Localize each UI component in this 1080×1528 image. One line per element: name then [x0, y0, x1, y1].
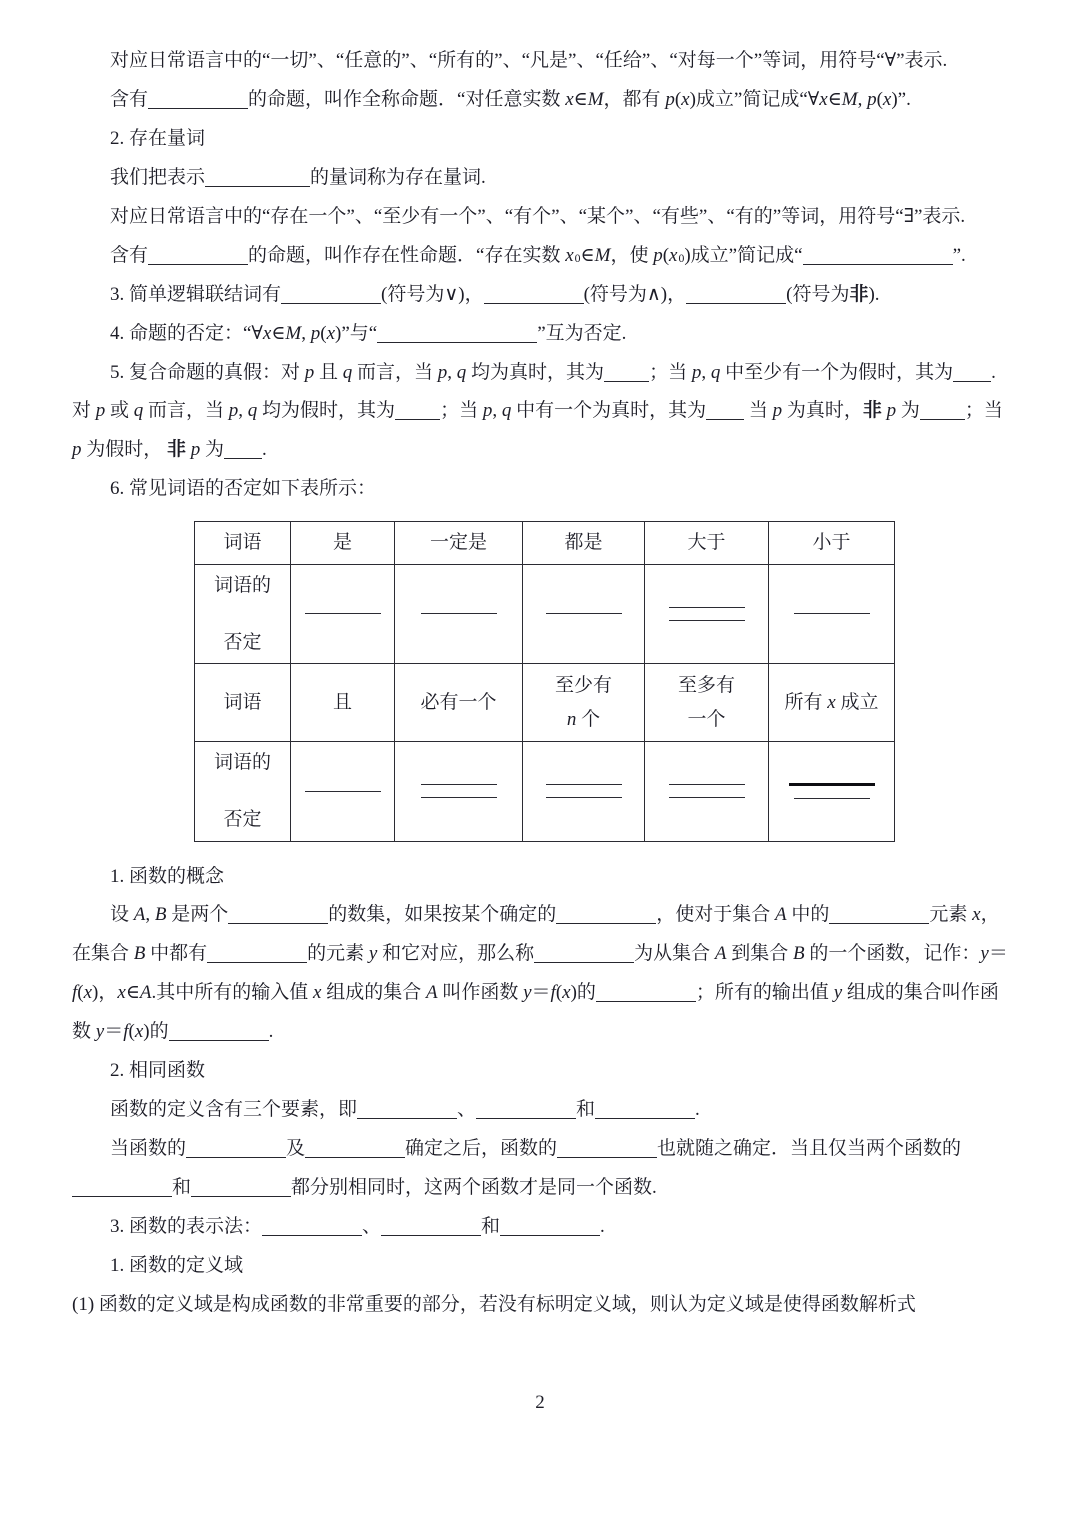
text-run: p: [665, 88, 675, 110]
text-run: ,: [145, 904, 155, 926]
text-run: p: [95, 400, 106, 422]
text-run: (: [128, 1021, 135, 1043]
text-run: 一个: [687, 708, 726, 730]
table-cell: [645, 564, 769, 664]
text-run: 3. 函数的表示法：: [110, 1215, 263, 1237]
text-run: 为: [200, 439, 225, 461]
text-run: y: [95, 1021, 105, 1043]
table-cell-line: [651, 669, 762, 702]
text-run: 的命题，叫作全称命题．“对任意实数: [248, 88, 566, 110]
text-run: .: [695, 1099, 700, 1121]
table-blank-line: [794, 613, 870, 614]
text-run: .: [600, 1215, 605, 1237]
table-blank-line: [789, 783, 875, 786]
text-run: 是两个: [166, 904, 229, 926]
paragraph: [72, 470, 1010, 509]
text-run: y: [368, 943, 378, 965]
fill-in-blank: [262, 1231, 362, 1236]
text-run: 和: [172, 1177, 192, 1198]
text-run: 否定: [223, 809, 262, 831]
paragraph: [72, 159, 1010, 198]
text-run: 中有一个为真时，其为: [511, 400, 707, 422]
text-run: M: [587, 88, 604, 110]
text-run: A: [133, 904, 146, 926]
text-run: ∈: [125, 982, 140, 1004]
text-run: (1) 函数的定义域是构成函数的非常重要的部分，若没有标明定义域，则认为定义域是使得函数解析式: [72, 1293, 916, 1315]
text-run: A: [775, 904, 787, 926]
table-cell: [291, 522, 395, 564]
text-run: 且: [314, 361, 343, 383]
text-run: B: [793, 943, 805, 965]
text-run: 和它对应，那么称: [377, 943, 535, 965]
text-run: ，都有: [603, 88, 666, 110]
text-run: ,: [447, 361, 457, 383]
paragraph: [72, 896, 1010, 1052]
paragraph: [72, 1130, 1010, 1208]
text-run: 确定之后，函数的: [405, 1138, 558, 1160]
text-run: B: [154, 904, 167, 926]
text-run: ；所有的输出值: [695, 982, 834, 1004]
table-cell-line: [401, 526, 516, 559]
text-run: p: [691, 361, 702, 383]
text-run: 组成的集合: [321, 982, 426, 1004]
text-run: (: [674, 88, 682, 110]
paragraph: [72, 81, 1010, 120]
text-run: 均为假时，其为: [257, 400, 396, 422]
table-cell-line: [201, 526, 284, 559]
text-run: 6. 常见词语的否定如下表所示：: [110, 478, 377, 500]
text-run: x: [972, 904, 981, 926]
text-run: q: [133, 400, 144, 422]
table-cell-line: [401, 686, 516, 719]
paragraph: [72, 354, 1010, 471]
fill-in-blank: [557, 1153, 657, 1158]
fill-in-blank: [205, 182, 310, 187]
table-blank-line: [546, 784, 622, 785]
text-run: x: [313, 982, 322, 1004]
table-cell: [395, 564, 523, 664]
text-run: x: [262, 322, 272, 344]
table-blank-line: [669, 607, 745, 608]
text-run: x: [827, 691, 836, 713]
text-run: A: [139, 982, 152, 1004]
text-run: ).: [868, 283, 880, 305]
text-run: )的: [143, 1021, 169, 1043]
text-run: 我们把表示: [110, 166, 206, 188]
text-run: 3. 简单逻辑联结词有: [110, 283, 282, 305]
text-run: ∈: [573, 88, 588, 110]
table-row: [195, 664, 895, 742]
table-cell-line: [775, 686, 888, 719]
text-run: ，使: [610, 244, 654, 266]
text-run: ；当: [964, 400, 1003, 422]
text-run: 都是: [564, 532, 603, 554]
table-cell: [395, 742, 523, 842]
text-run: p: [310, 322, 321, 344]
text-run: 对应日常语言中的“存在一个”、“至少有一个”、“有个”、“某个”、“有些”、“有的”等词，用符号“∃”表示.: [110, 205, 966, 227]
table-blank-line: [421, 784, 497, 785]
text-run: 为真时，: [782, 400, 863, 422]
text-run: 4. 命题的否定：“∀: [110, 322, 263, 344]
text-run: ＝: [104, 1021, 124, 1043]
text-run: q: [456, 361, 467, 383]
table-cell-line: [529, 703, 638, 736]
text-run: y: [980, 943, 989, 965]
text-run: 至少有: [554, 675, 612, 697]
fill-in-blank: [829, 919, 929, 924]
page-number: 2: [535, 1392, 545, 1413]
table-blank-line: [546, 797, 622, 798]
text-run: (: [320, 322, 327, 344]
text-run: (符号为∧)，: [583, 283, 687, 305]
text-run: 且: [332, 691, 352, 713]
text-run: ,: [238, 400, 248, 422]
fill-in-blank: [169, 1036, 269, 1041]
text-run: 5. 复合命题的真假：对: [110, 361, 305, 383]
text-run: 中的: [786, 904, 830, 926]
text-run: ∈: [580, 244, 595, 266]
table-cell-line: [775, 526, 888, 559]
text-run: 词语的: [213, 752, 271, 773]
text-run: 及: [286, 1138, 306, 1160]
fill-in-blank: [224, 454, 262, 459]
table-blank-line: [794, 798, 870, 799]
fill-in-blank: [484, 299, 584, 304]
table-cell: [195, 564, 291, 664]
text-run: 当函数的: [110, 1138, 187, 1160]
text-run: A: [714, 943, 727, 965]
text-run: p: [228, 400, 239, 422]
text-run: x: [669, 244, 678, 266]
paragraph: [72, 198, 1010, 237]
table-cell-line: [529, 669, 638, 702]
text-run: 词语的: [213, 574, 271, 596]
text-run: 设: [110, 904, 134, 926]
table-cell: [523, 564, 645, 664]
text-run: 个: [576, 708, 601, 730]
text-run: p: [867, 88, 877, 110]
table-row: [195, 564, 895, 664]
table-cell: [645, 664, 769, 742]
fill-in-blank: [686, 299, 786, 304]
text-run: 都分别相同时，这两个函数才是同一个函数.: [291, 1177, 657, 1198]
table-cell: [195, 664, 291, 742]
text-run: p: [304, 361, 315, 383]
fill-in-blank: [377, 338, 537, 343]
table-cell-line: [201, 746, 284, 779]
paragraph: [72, 1208, 1010, 1247]
text-run: 所有: [784, 691, 828, 713]
text-run: 0: [574, 252, 581, 266]
text-run: 组成的集合叫作函数: [72, 982, 999, 1043]
text-run: x: [565, 244, 574, 266]
text-run: p: [190, 439, 201, 461]
paragraph: [72, 1052, 1010, 1091]
table-blank-line: [421, 613, 497, 614]
fill-in-blank: [72, 1192, 172, 1197]
text-run: .其中所有的输入值: [151, 982, 314, 1004]
text-run: 1. 函数的定义域: [110, 1254, 244, 1276]
text-run: ＝: [531, 982, 551, 1004]
text-run: y: [523, 982, 532, 1004]
text-run: x: [565, 88, 574, 110]
text-run: 对应日常语言中的“一切”、“任意的”、“所有的”、“凡是”、“任给”、“对每一个”等词，用符号“∀”表示.: [110, 50, 948, 71]
text-run: 2. 相同函数: [110, 1060, 206, 1082]
paragraph: [72, 858, 1010, 897]
text-run: (: [77, 982, 84, 1004]
text-run: 非: [862, 400, 882, 422]
text-run: y: [833, 982, 843, 1004]
fill-in-blank: [476, 1114, 576, 1119]
text-run: 而言，当: [143, 400, 229, 422]
fill-in-blank: [191, 1192, 291, 1197]
fill-in-blank: [148, 104, 248, 109]
table-cell-line: [651, 526, 762, 559]
text-run: 词语: [223, 691, 262, 713]
text-run: 成立: [835, 691, 879, 713]
paragraph: [72, 120, 1010, 159]
text-run: ”互为否定.: [537, 322, 627, 344]
table-blank-line: [546, 613, 622, 614]
text-run: .: [262, 439, 267, 461]
text-run: (: [662, 244, 670, 266]
text-run: p: [72, 439, 82, 461]
table-cell-line: [201, 569, 284, 602]
text-run: 中都有: [145, 943, 208, 965]
text-run: (符号为∨)，: [381, 283, 484, 305]
text-run: 小于: [812, 532, 851, 554]
table-cell: [195, 522, 291, 564]
table-cell: [395, 522, 523, 564]
text-run: f: [72, 982, 78, 1004]
text-run: x: [83, 982, 93, 1004]
text-run: 词语: [223, 532, 262, 554]
text-run: 到集合: [726, 943, 793, 965]
text-run: p: [437, 361, 448, 383]
text-run: q: [247, 400, 258, 422]
fill-in-blank: [534, 958, 634, 963]
text-run: 大于: [687, 532, 726, 554]
table-blank-line: [669, 620, 745, 621]
table-blank-line: [305, 613, 381, 614]
text-run: 为从集合: [634, 943, 715, 965]
text-run: 均为真时，其为: [466, 361, 605, 383]
text-run: ,: [301, 322, 311, 344]
text-run: x: [117, 982, 126, 1004]
text-run: 的命题，叫作存在性命题．“存在实数: [248, 244, 566, 266]
fill-in-blank: [228, 919, 328, 924]
table-cell-line: [297, 686, 388, 719]
paragraph: [72, 1091, 1010, 1130]
text-run: A: [425, 982, 438, 1004]
text-run: x: [882, 88, 892, 110]
text-run: (: [876, 88, 883, 110]
text-run: M: [285, 322, 302, 344]
fill-in-blank: [281, 299, 381, 304]
text-run: ,: [857, 88, 868, 110]
text-run: )”.: [891, 88, 911, 110]
text-run: q: [501, 400, 512, 422]
paragraph: [72, 315, 1010, 354]
text-run: p: [772, 400, 783, 422]
text-run: 、: [457, 1099, 477, 1121]
text-run: 当: [744, 400, 773, 422]
text-run: 的一个函数，记作：: [804, 943, 981, 965]
text-run: 和: [576, 1099, 596, 1121]
table-cell: [769, 564, 895, 664]
text-run: x: [681, 88, 690, 110]
fill-in-blank: [148, 260, 248, 265]
table-cell: [769, 742, 895, 842]
table-cell: [195, 742, 291, 842]
text-run: 2. 存在量词: [110, 127, 206, 149]
text-run: q: [710, 361, 721, 383]
text-run: p: [482, 400, 493, 422]
text-run: ,: [492, 400, 502, 422]
table-row: [195, 522, 895, 564]
text-run: 而言，当: [352, 361, 438, 383]
table-cell-line: [201, 803, 284, 836]
fill-in-blank: [596, 997, 696, 1002]
text-run: 的量词称为存在量词.: [310, 166, 486, 188]
table-cell: [395, 664, 523, 742]
text-run: ，使对于集合: [656, 904, 776, 926]
fill-in-blank: [595, 1114, 695, 1119]
table-cell: [523, 522, 645, 564]
fill-in-blank: [207, 958, 307, 963]
paragraph: [72, 1286, 1010, 1325]
fill-in-blank: [604, 377, 649, 382]
table-cell: [523, 664, 645, 742]
text-run: )，: [92, 982, 118, 1004]
paragraph: [72, 276, 1010, 315]
text-run: ”.: [952, 244, 966, 266]
text-run: f: [550, 982, 556, 1004]
text-run: (: [555, 982, 563, 1004]
text-run: ；当: [649, 361, 692, 383]
text-run: 或: [105, 400, 134, 422]
text-run: 1. 函数的概念: [110, 865, 225, 887]
text-run: 是: [332, 532, 352, 554]
table-cell-line: [529, 526, 638, 559]
table-cell: [523, 742, 645, 842]
text-run: 非: [849, 283, 869, 305]
text-run: 元素: [929, 904, 973, 926]
fill-in-blank: [395, 415, 440, 420]
text-run: 函数的定义含有三个要素，即: [110, 1099, 358, 1121]
text-run: 中至少有一个为假时，其为: [720, 361, 954, 383]
text-run: 否定: [223, 631, 262, 653]
fill-in-blank: [920, 415, 965, 420]
table-cell: [645, 522, 769, 564]
fill-in-blank: [556, 919, 656, 924]
paragraph: [72, 1247, 1010, 1286]
fill-in-blank: [381, 1231, 481, 1236]
text-run: 、: [362, 1215, 382, 1237]
table-cell-line: [201, 626, 284, 659]
text-run: (符号为: [786, 283, 850, 305]
text-run: )”与“: [335, 322, 378, 344]
text-run: 为假时，: [81, 439, 168, 461]
table-cell-line: [201, 686, 284, 719]
fill-in-blank: [953, 377, 991, 382]
table-blank-line: [305, 791, 381, 792]
fill-in-blank: [357, 1114, 457, 1119]
text-run: f: [123, 1021, 129, 1043]
text-run: 至多有: [677, 675, 735, 697]
text-run: . 对: [72, 361, 996, 422]
paragraph: [72, 42, 1010, 81]
table-cell-line: [651, 703, 762, 736]
text-run: M: [594, 244, 611, 266]
text-run: ∈: [271, 322, 286, 344]
text-run: 的元素: [307, 943, 369, 965]
text-run: .: [268, 1021, 274, 1043]
text-run: 非: [167, 439, 187, 461]
fill-in-blank: [706, 415, 744, 420]
text-run: ，在集合: [72, 904, 1000, 965]
table-cell: [291, 742, 395, 842]
text-run: x: [326, 322, 336, 344]
fill-in-blank: [305, 1153, 405, 1158]
text-run: ∈: [827, 88, 842, 110]
text-run: 的数集，如果按某个确定的: [328, 904, 557, 926]
text-run: 叫作函数: [437, 982, 524, 1004]
text-run: 必有一个: [420, 691, 497, 713]
text-run: 为: [896, 400, 920, 422]
text-run: ；当: [440, 400, 483, 422]
text-run: ,: [701, 361, 711, 383]
text-run: )的: [570, 982, 596, 1004]
text-run: p: [653, 244, 663, 266]
fill-in-blank: [500, 1231, 600, 1236]
table-row: [195, 742, 895, 842]
table-blank-line: [669, 784, 745, 785]
table-blank-line: [669, 797, 745, 798]
table-cell-line: [297, 526, 388, 559]
table-cell: [769, 664, 895, 742]
text-run: ＝: [988, 943, 1008, 965]
table-cell: [769, 522, 895, 564]
fill-in-blank: [803, 260, 953, 265]
text-run: x: [562, 982, 571, 1004]
text-run: M: [841, 88, 858, 110]
text-run: 含有: [110, 244, 149, 266]
fill-in-blank: [186, 1153, 286, 1158]
text-run: x: [134, 1021, 144, 1043]
text-run: 和: [481, 1215, 501, 1237]
text-run: B: [133, 943, 146, 965]
text-run: q: [342, 361, 353, 383]
negation-words-table: [194, 521, 895, 841]
text-run: )成立”简记成“: [684, 244, 803, 266]
text-run: 一定是: [429, 532, 487, 554]
text-run: 0: [678, 252, 685, 266]
table-cell: [291, 564, 395, 664]
table-blank-line: [421, 797, 497, 798]
text-run: x: [819, 88, 828, 110]
text-run: )成立”简记成“∀: [689, 88, 820, 110]
paragraph: [72, 237, 1010, 276]
table-cell: [645, 742, 769, 842]
text-run: 含有: [110, 88, 149, 110]
text-run: n: [566, 708, 577, 730]
text-run: 也就随之确定．当且仅当两个函数的: [657, 1138, 962, 1160]
table-cell: [291, 664, 395, 742]
text-run: p: [886, 400, 897, 422]
